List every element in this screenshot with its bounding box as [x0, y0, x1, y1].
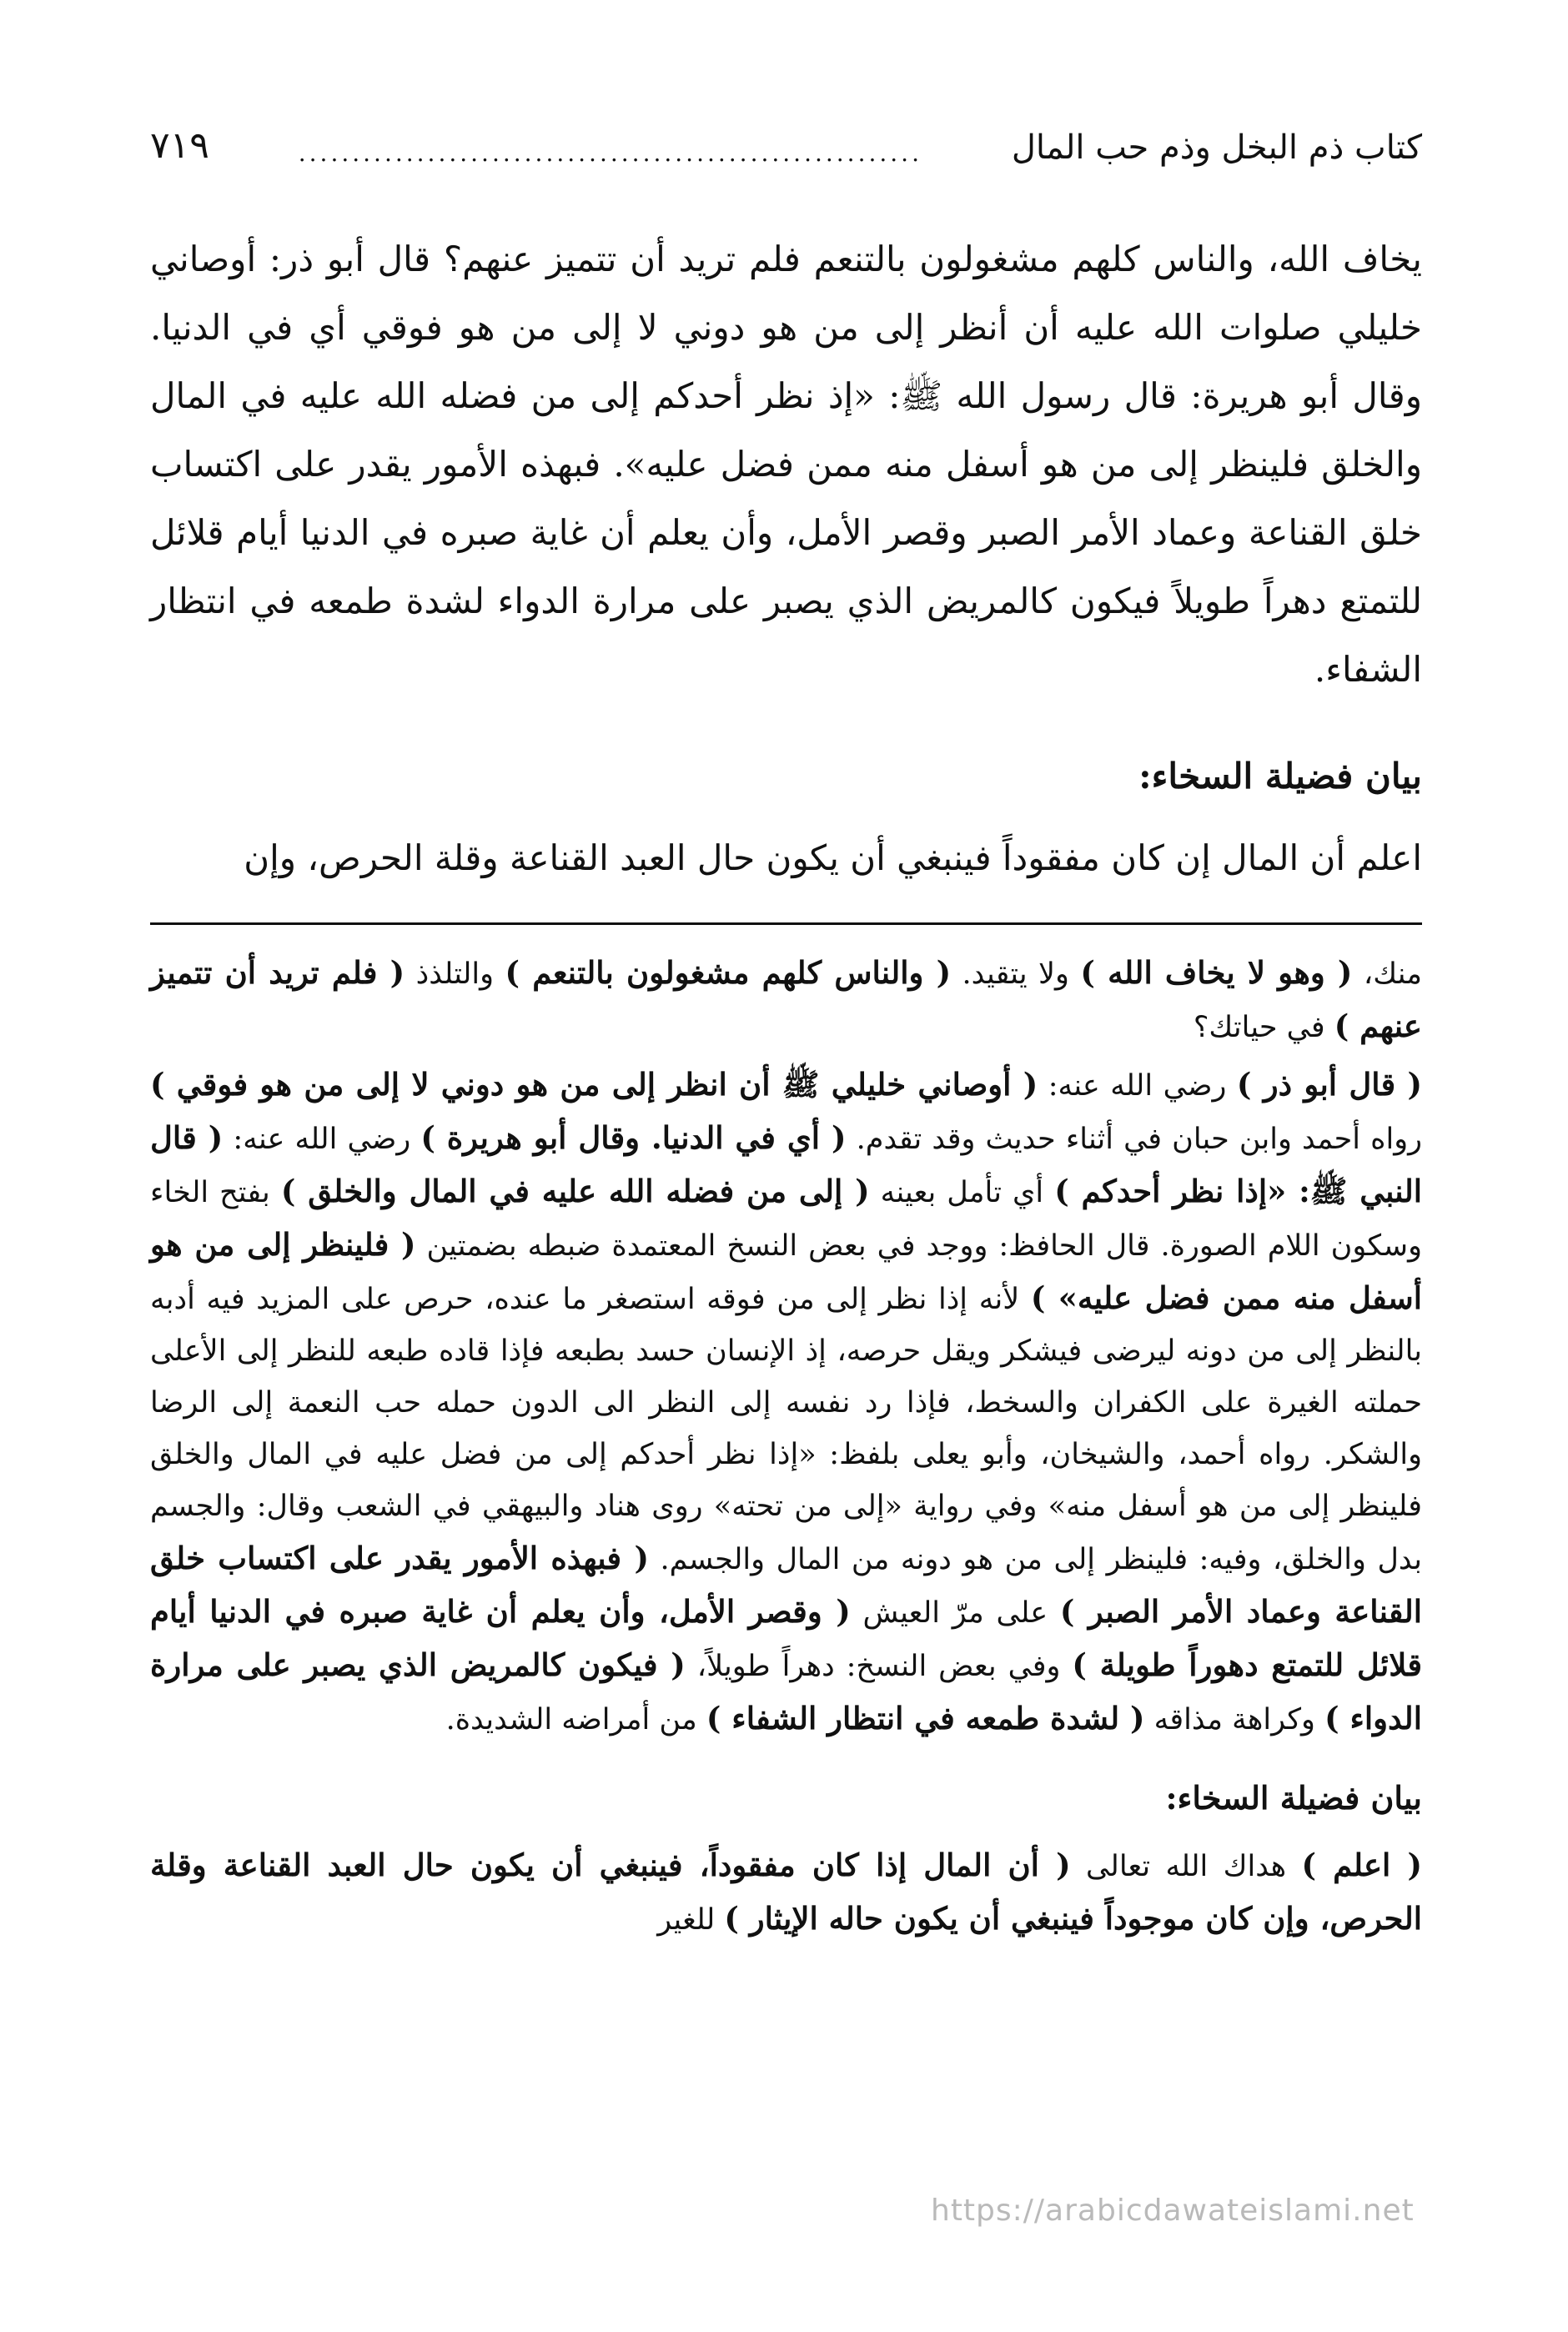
- commentary-text: رضي الله عنه:: [1038, 1069, 1237, 1103]
- book-page: [150, 108, 1422, 1951]
- quoted-text: ( قال أبو ذر ): [1236, 1066, 1422, 1103]
- commentary: [150, 947, 1422, 1946]
- commentary-text: والتلذذ: [405, 957, 505, 991]
- section-heading: بيان فضيلة السخاء:: [1138, 756, 1422, 797]
- quoted-text: ( فيكون كالمريض الذي يصبر على مرارة الدواء ): [150, 1646, 1422, 1736]
- quoted-text: ( أي في الدنيا. وقال أبو هريرة ): [420, 1119, 847, 1156]
- header-leader-dots: ..........................................................: [298, 139, 922, 167]
- commentary-text: رواه أحمد وابن حبان في أثناء حديث وقد تقدم.: [846, 1123, 1423, 1156]
- commentary-heading: بيان فضيلة السخاء:: [1165, 1779, 1422, 1817]
- quoted-text: ( أوصاني خليلي ﷺ أن انظر إلى من هو دوني لا إلى من هو فوقي ): [150, 1066, 1038, 1103]
- quoted-text: ( فلم تريد أن تتميز عنهم ): [150, 954, 1422, 1044]
- commentary-text: على مرّ العيش: [850, 1596, 1060, 1630]
- commentary-text: وكراهة مذاقه: [1144, 1703, 1325, 1736]
- quoted-text: ( لشدة طمعه في انتظار الشفاء ): [706, 1700, 1145, 1736]
- commentary-text: في حياتك؟: [1193, 1011, 1334, 1044]
- main-text: [150, 225, 1422, 892]
- chapter-title: كتاب ذم البخل وذم حب المال: [1011, 128, 1422, 167]
- commentary-paragraph: [150, 1839, 1422, 1946]
- quoted-text: ( فبهذه الأمور يقدر على اكتساب خلق القناعة وعماد الأمر الصبر ): [150, 1540, 1423, 1630]
- quoted-text: ( فلينظر إلى من هو أسفل منه ممن فضل عليه» ): [150, 1226, 1422, 1316]
- running-header: [150, 108, 1422, 175]
- commentary-paragraph: [150, 947, 1422, 1053]
- commentary-text: لأنه إذا نظر إلى من فوقه استصغر ما عنده، حرص على المزيد فيه أدبه بالنظر إلى من دونه ليرضى فيشكر ويقل حرصه، إذ الإنسان حسد بطبعه فإذا قاده طبعه للنظر إلى الأعلى حملته الغيرة على الكفران والسخط، فإذا رد نفسه إلى النظر الى الدون حمله حب النعمة إلى الرضا والشكر. رواه أحمد، والشيخان، وأبو يعلى بلفظ: «إذا نظر أحدكم إلى من فضل عليه في المال والخلق فلينظر إلى من هو أسفل منه» وفي رواية «إلى من تحته» روى هناد والبيهقي في الشعب وقال: والجسم بدل والخلق، وفيه: فلينظر إلى من هو دونه من المال والجسم.: [150, 1283, 1422, 1576]
- commentary-paragraph: [150, 1058, 1422, 1746]
- commentary-text: ولا يتقيد.: [951, 957, 1081, 991]
- quoted-text: ( اعلم ): [1301, 1847, 1422, 1883]
- quoted-text: ( إلى من فضله الله عليه في المال والخلق ): [280, 1173, 870, 1209]
- quoted-text: ( قال النبي ﷺ: «إذا نظر أحدكم ): [150, 1119, 1423, 1209]
- commentary-text: هداك الله تعالى: [1070, 1850, 1302, 1883]
- page-number: ٧١٩: [150, 124, 209, 167]
- commentary-text: أي تأمل بعينه: [869, 1176, 1055, 1209]
- commentary-text: رضي الله عنه:: [223, 1123, 421, 1156]
- commentary-text: للغير: [657, 1903, 725, 1937]
- quoted-text: ( وهو لا يخاف الله ): [1080, 954, 1353, 991]
- watermark-url: https://arabicdawateislami.net: [931, 2194, 1415, 2228]
- quoted-text: ( والناس كلهم مشغولون بالتنعم ): [505, 954, 952, 991]
- main-paragraph: اعلم أن المال إن كان مفقوداً فينبغي أن يكون حال العبد القناعة وقلة الحرص، وإن: [244, 837, 1422, 878]
- commentary-text: منك،: [1352, 957, 1423, 991]
- commentary-text: من أمراضه الشديدة.: [445, 1703, 706, 1736]
- quoted-text: ( وقصر الأمل، وأن يعلم أن غاية صبره في الدنيا أيام قلائل للتمتع دهوراً طويلة ): [150, 1593, 1423, 1683]
- commentary-text: بفتح الخاء وسكون اللام الصورة. قال الحافظ: ووجد في بعض النسخ المعتمدة ضبطه بضمتين: [150, 1176, 1422, 1263]
- commentary-text: وفي بعض النسخ: دهراً طويلاً،: [685, 1650, 1073, 1683]
- footnote-divider: [150, 922, 1422, 925]
- quoted-text: ( أن المال إذا كان مفقوداً، فينبغي أن يكون حال العبد القناعة وقلة الحرص، وإن كان موجوداً فينبغي أن يكون حاله الإيثار ): [150, 1847, 1422, 1937]
- main-paragraph: يخاف الله، والناس كلهم مشغولون بالتنعم فلم تريد أن تتميز عنهم؟ قال أبو ذر: أوصاني خليلي صلوات الله عليه أن أنظر إلى من هو دوني لا إلى من هو فوقي أي في الدنيا. وقال أبو هريرة: قال رسول الله ﷺ: «إذ نظر أحدكم إلى من فضله الله عليه في المال والخلق فلينظر إلى من هو أسفل منه ممن فضل عليه». فبهذه الأمور يقدر على اكتساب خلق القناعة وعماد الأمر الصبر وقصر الأمل، وأن يعلم أن غاية صبره في الدنيا أيام قلائل للتمتع دهراً طويلاً فيكون كالمريض الذي يصبر على مرارة الدواء لشدة طمعه في انتظار الشفاء.: [150, 239, 1422, 690]
